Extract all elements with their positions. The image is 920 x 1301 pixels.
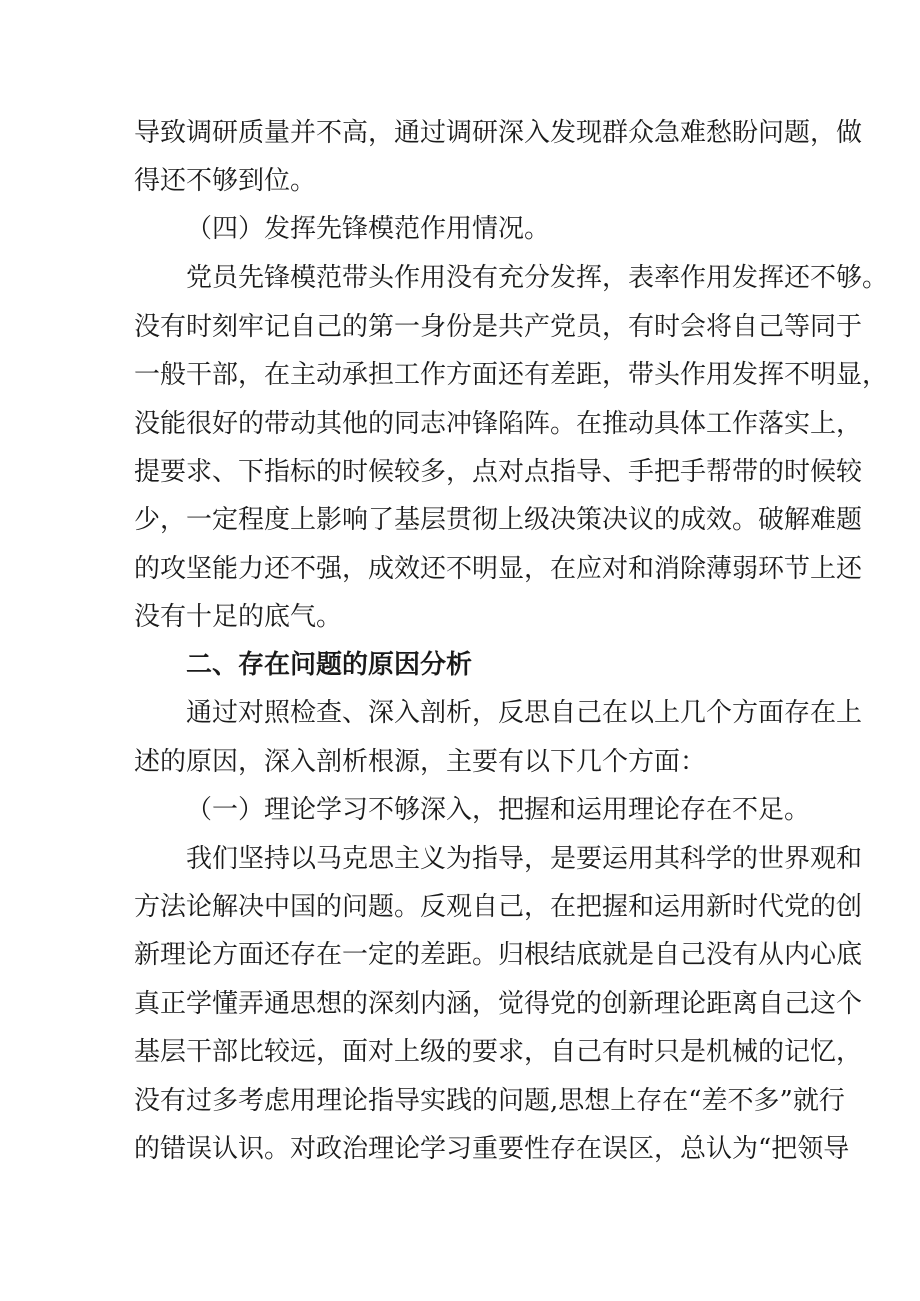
body-line: 没有时刻牢记自己的第一身份是共产党员，有时会将自己等同于 [134,312,863,342]
section-heading: 二、存在问题的原因分析 [186,650,473,680]
body-line: 基层干部比较远，面对上级的要求，自己有时只是机械的记忆， [134,1037,863,1067]
section-subheading: （四）发挥先锋模范作用情况。 [186,214,551,244]
body-line: 没有过多考虑用理论指导实践的问题,思想上存在“差不多”就行 [134,1086,845,1116]
body-line: 真正学懂弄通思想的深刻内涵，觉得党的创新理论距离自己这个 [134,989,863,1019]
body-line: 我们坚持以马克思主义为指导，是要运用其科学的世界观和 [186,844,863,874]
body-line: 导致调研质量并不高，通过调研深入发现群众急难愁盼问题，做 [134,118,863,148]
body-line: 通过对照检查、深入剖析，反思自己在以上几个方面存在上 [186,698,863,728]
body-line: 提要求、下指标的时候较多，点对点指导、手把手帮带的时候较 [134,457,863,487]
body-line: 少，一定程度上影响了基层贯彻上级决策决议的成效。破解难题 [134,505,863,535]
body-line: 一般干部，在主动承担工作方面还有差距，带头作用发挥不明显， [134,360,889,390]
body-line: 的错误认识。对政治理论学习重要性存在误区，总认为“把领导 [134,1134,850,1164]
body-line: 得还不够到位。 [134,166,317,196]
body-line: 述的原因，深入剖析根源，主要有以下几个方面： [134,747,707,777]
section-subheading: （一）理论学习不够深入，把握和运用理论存在不足。 [186,795,811,825]
body-line: 新理论方面还存在一定的差距。归根结底就是自己没有从内心底 [134,940,863,970]
body-line: 党员先锋模范带头作用没有充分发挥，表率作用发挥还不够。 [186,263,889,293]
body-line: 没能很好的带动其他的同志冲锋陷阵。在推动具体工作落实上， [134,409,863,439]
body-line: 的攻坚能力还不强，成效还不明显，在应对和消除薄弱环节上还 [134,554,863,584]
body-line: 方法论解决中国的问题。反观自己，在把握和运用新时代党的创 [134,892,863,922]
body-line: 没有十足的底气。 [134,602,343,632]
